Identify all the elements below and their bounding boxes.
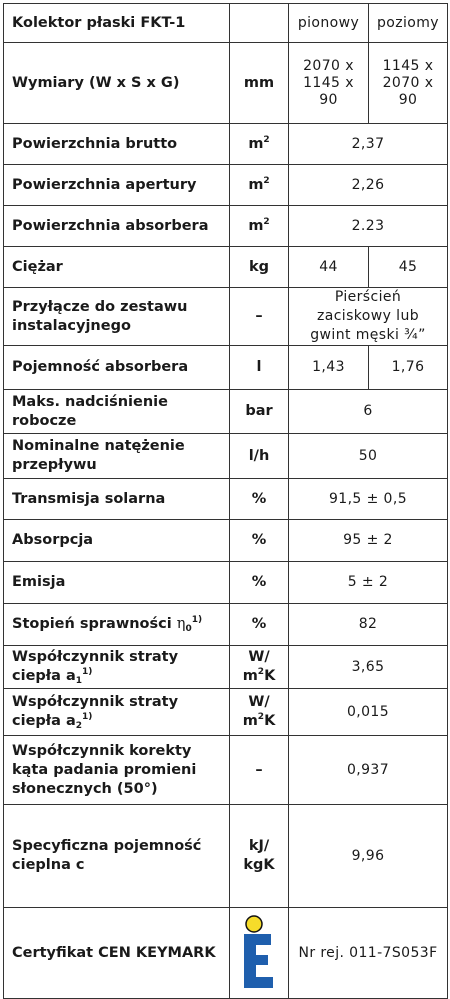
loss-coefficient-1-unit: W/ $m^2K$ [230, 646, 289, 689]
table-row [4, 434, 448, 479]
table-row [4, 43, 448, 124]
table-row [4, 288, 448, 346]
weight-vertical-value: 44 [289, 247, 369, 288]
absorber-area-value: 2.23 [289, 206, 448, 247]
weight-label: Ciężar [4, 247, 230, 288]
efficiency-value: 82 [289, 604, 448, 646]
dimensions-vertical-value: 2070 x 1145 x 90 [289, 43, 369, 124]
efficiency-label: Stopień sprawności $\eta_0^{1)}$ [4, 604, 230, 646]
dimensions-horizontal-value: 1145 x 2070 x 90 [369, 43, 448, 124]
absorber-capacity-unit: l [230, 346, 289, 390]
efficiency-unit: % [230, 604, 289, 646]
certificate-value: Nr rej. 011-7S053F [289, 908, 448, 999]
gross-area-unit: $m^2$ [230, 124, 289, 165]
heat-capacity-label: Specyficzna pojemność cieplna c [4, 805, 230, 908]
dimensions-label: Wymiary (W x S x G) [4, 43, 230, 124]
column-horizontal-header: poziomy [369, 4, 448, 43]
header-row [4, 4, 448, 43]
certificate-label: Certyfikat CEN KEYMARK [4, 908, 230, 999]
table-row [4, 520, 448, 562]
emission-label: Emisja [4, 562, 230, 604]
transmission-unit: % [230, 479, 289, 520]
flow-rate-unit: l/h [230, 434, 289, 479]
max-pressure-label: Maks. nadciśnienie robocze [4, 390, 230, 434]
gross-area-label: Powierzchnia brutto [4, 124, 230, 165]
transmission-value: 91,5 ± 0,5 [289, 479, 448, 520]
absorber-capacity-vertical-value: 1,43 [289, 346, 369, 390]
emission-value: 5 ± 2 [289, 562, 448, 604]
absorption-value: 95 ± 2 [289, 520, 448, 562]
loss-coefficient-2-value: 0,015 [289, 689, 448, 736]
absorption-label: Absorpcja [4, 520, 230, 562]
aperture-area-unit: $m^2$ [230, 165, 289, 206]
loss-coefficient-2-label: Współczynnik straty ciepła $a_2^{1)}$ [4, 689, 230, 736]
specification-table [3, 3, 448, 999]
table-row [4, 124, 448, 165]
table-row [4, 562, 448, 604]
aperture-area-label: Powierzchnia apertury [4, 165, 230, 206]
aperture-area-value: 2,26 [289, 165, 448, 206]
flow-rate-value: 50 [289, 434, 448, 479]
connection-unit: – [230, 288, 289, 346]
table-row [4, 689, 448, 736]
absorber-capacity-label: Pojemność absorbera [4, 346, 230, 390]
connection-label: Przyłącze do zestawu instalacyjnego [4, 288, 230, 346]
weight-unit: kg [230, 247, 289, 288]
table-row [4, 908, 448, 999]
heat-capacity-unit: kJ/ kgK [230, 805, 289, 908]
table-row [4, 805, 448, 908]
loss-coefficient-1-value: 3,65 [289, 646, 448, 689]
table-row [4, 604, 448, 646]
angle-correction-value: 0,937 [289, 736, 448, 805]
absorber-area-unit: $m^2$ [230, 206, 289, 247]
heat-capacity-value: 9,96 [289, 805, 448, 908]
connection-value: Pierścień zaciskowy lub gwint męski ¾” [289, 288, 448, 346]
weight-horizontal-value: 45 [369, 247, 448, 288]
loss-coefficient-1-label: Współczynnik straty ciepła $a_1^{1)}$ [4, 646, 230, 689]
emission-unit: % [230, 562, 289, 604]
absorber-capacity-horizontal-value: 1,76 [369, 346, 448, 390]
keymark-logo-icon [230, 908, 289, 999]
table-row [4, 165, 448, 206]
table-row [4, 646, 448, 689]
max-pressure-unit: bar [230, 390, 289, 434]
transmission-label: Transmisja solarna [4, 479, 230, 520]
table-row [4, 479, 448, 520]
absorption-unit: % [230, 520, 289, 562]
table-row [4, 390, 448, 434]
table-row [4, 736, 448, 805]
gross-area-value: 2,37 [289, 124, 448, 165]
table-row [4, 206, 448, 247]
table-row [4, 346, 448, 390]
angle-correction-unit: – [230, 736, 289, 805]
loss-coefficient-2-unit: W/ $m^2K$ [230, 689, 289, 736]
table-row [4, 247, 448, 288]
angle-correction-label: Współczynnik korekty kąta padania promieni słonecznych (50°) [4, 736, 230, 805]
absorber-area-label: Powierzchnia absorbera [4, 206, 230, 247]
flow-rate-label: Nominalne natężenie przepływu [4, 434, 230, 479]
empty-unit-cell [230, 4, 289, 43]
column-vertical-header: pionowy [289, 4, 369, 43]
dimensions-unit: mm [230, 43, 289, 124]
product-title: Kolektor płaski FKT-1 [4, 4, 230, 43]
max-pressure-value: 6 [289, 390, 448, 434]
